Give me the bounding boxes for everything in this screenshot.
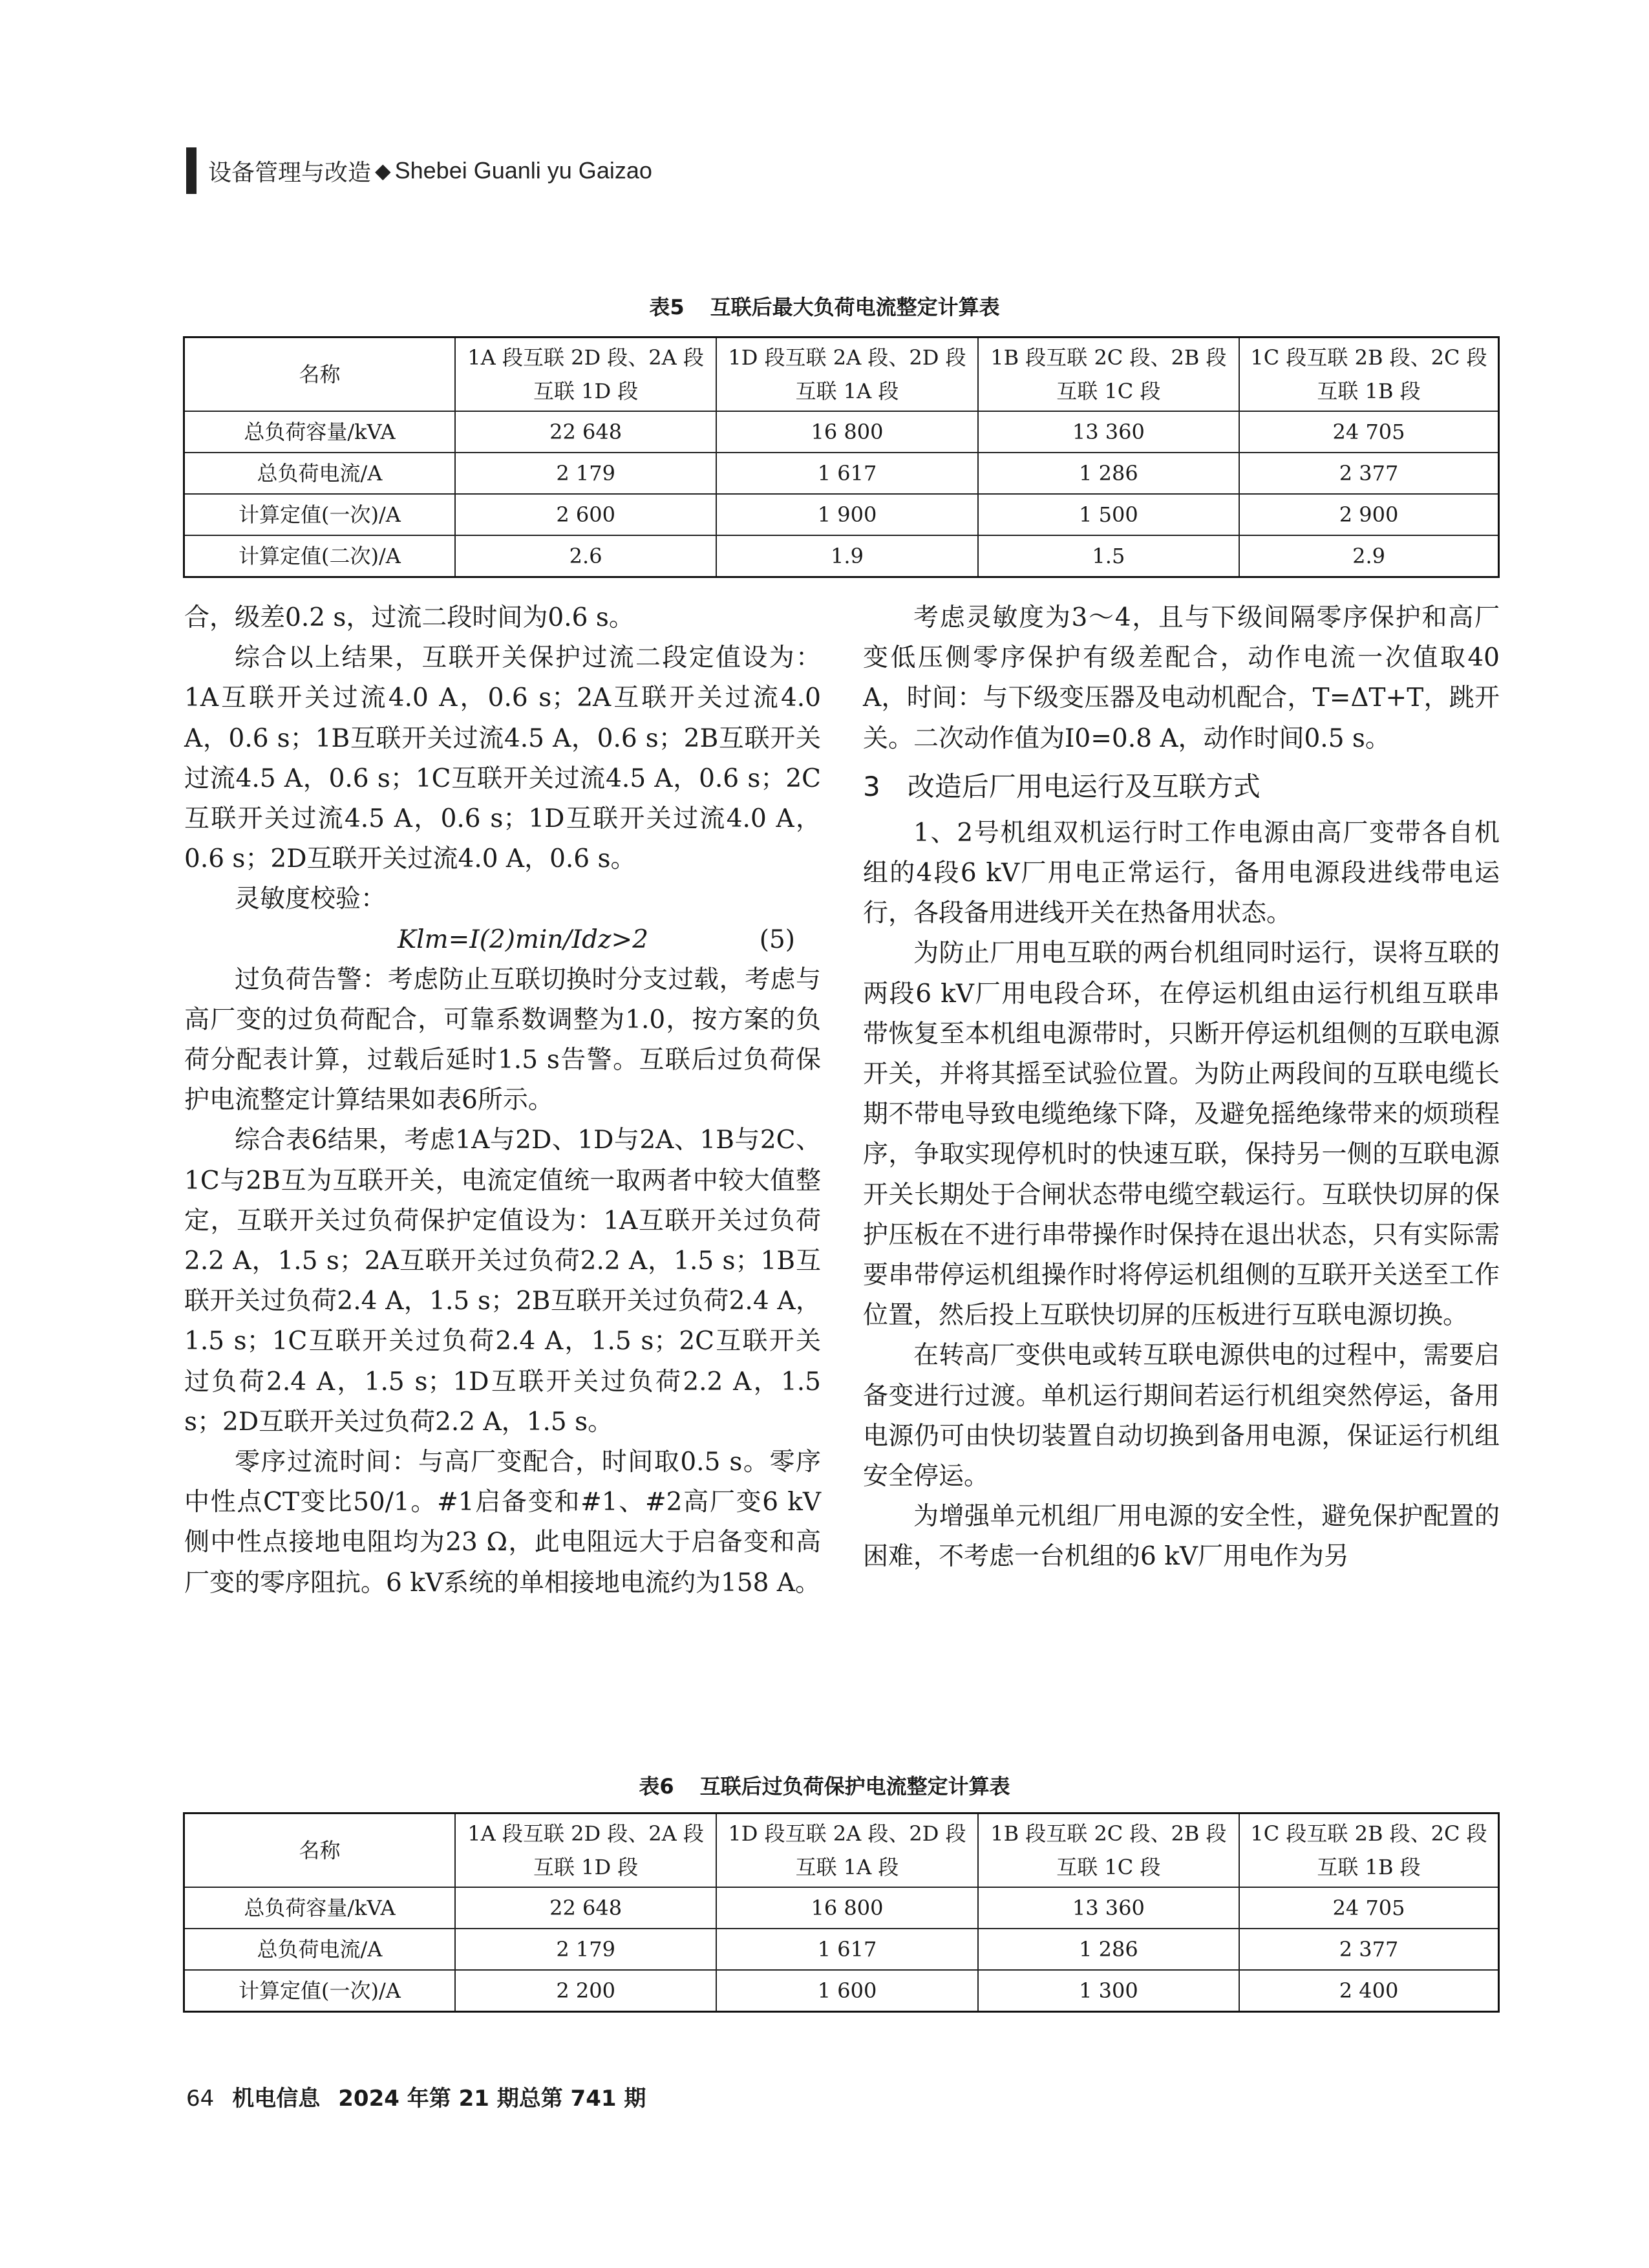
table-cell: 2.9 [1239, 535, 1498, 577]
header-title-cn: 设备管理与改造 [208, 159, 372, 186]
right-column [863, 598, 1500, 1578]
table-cell: 1 500 [978, 494, 1239, 535]
table-header-cell: 1C 段互联 2B 段、2C 段互联 1B 段 [1239, 1813, 1498, 1888]
table5 [183, 336, 1500, 578]
table-header-row [184, 337, 1499, 412]
page-number: 64 [186, 2086, 215, 2112]
table-row [184, 494, 1499, 535]
table-cell: 2.6 [455, 535, 716, 577]
table-cell: 1 286 [978, 453, 1239, 494]
left-column [184, 598, 821, 1603]
table6-title: 互联后过负荷保护电流整定计算表 [699, 1774, 1010, 1799]
table-row [184, 535, 1499, 577]
table-cell: 2 377 [1239, 453, 1498, 494]
table-cell: 16 800 [716, 1887, 977, 1929]
paragraph: 为增强单元机组厂用电源的安全性，避免保护配置的困难，不考虑一台机组的6 kV厂用电作为另 [863, 1502, 1500, 1572]
table-cell: 总负荷容量/kVA [184, 1887, 455, 1929]
table-cell: 2 400 [1239, 1970, 1498, 2012]
table-cell: 1 617 [716, 1929, 977, 1970]
paragraph: 灵敏度校验： [235, 884, 387, 914]
paragraph: 综合表6结果，考虑1A与2D、1D与2A、1B与2C、1C与2B互为互联开关，电流定值统一取两者中较大值整定，互联开关过负荷保护定值设为：1A互联开关过负荷2.2 A，1.5 s；2A互联开关过负荷2.2 A，1.5 s；1B互联开关过负荷2.4 A，1.5 s；2B互联开关过负荷2.4 A，1.5 s；1C互联开关过负荷2.4 A，1.5 s；2C互联开关过负荷2.4 A，1.5 s；1D互联开关过负荷2.2 A，1.5 s；2D互联开关过负荷2.2 A，1.5 s。 [184, 1126, 821, 1437]
table-cell: 计算定值(一次)/A [184, 1970, 455, 2012]
table-row [184, 1970, 1499, 2012]
table-row [184, 411, 1499, 453]
table-cell: 24 705 [1239, 1887, 1498, 1929]
issue-info: 2024 年第 21 期总第 741 期 [338, 2086, 646, 2112]
table-cell: 1 617 [716, 453, 977, 494]
table-header-cell: 1A 段互联 2D 段、2A 段互联 1D 段 [455, 337, 716, 412]
table-cell: 2 600 [455, 494, 716, 535]
section-title: 改造后厂用电运行及互联方式 [907, 770, 1261, 802]
paragraph: 综合以上结果，互联开关保护过流二段定值设为：1A互联开关过流4.0 A，0.6 s；2A互联开关过流4.0 A，0.6 s；1B互联开关过流4.5 A，0.6 s；2B互联开关过流4.5 A，0.6 s；1C互联开关过流4.5 A，0.6 s；2C互联开关过流4.5 A，0.6 s；1D互联开关过流4.0 A，0.6 s；2D互联开关过流4.0 A，0.6 s。 [184, 643, 821, 874]
journal-name: 机电信息 [232, 2086, 321, 2112]
table-cell: 计算定值(一次)/A [184, 494, 455, 535]
header-bar [186, 147, 197, 194]
equation-number: (5) [759, 925, 795, 954]
table-header-cell: 1C 段互联 2B 段、2C 段互联 1B 段 [1239, 337, 1498, 412]
paragraph: 考虑灵敏度为3～4，且与下级间隔零序保护和高厂变低压侧零序保护有级差配合，动作电流一次值取40 A，时间：与下级变压器及电动机配合，T=ΔT+T，跳开关。二次动作值为I0=0.8 A，动作时间0.5 s。 [863, 603, 1500, 753]
table-row [184, 1929, 1499, 1970]
table-cell: 1 300 [978, 1970, 1239, 2012]
section-number: 3 [863, 770, 880, 802]
table-cell: 16 800 [716, 411, 977, 453]
table-cell: 1.9 [716, 535, 977, 577]
table6 [183, 1812, 1500, 2013]
running-header [186, 147, 652, 194]
table-cell: 22 648 [455, 411, 716, 453]
table6-caption [0, 1770, 1649, 1800]
section-heading [863, 767, 1500, 807]
table-row [184, 453, 1499, 494]
diamond-icon: ◆ [375, 158, 391, 183]
table-cell: 计算定值(二次)/A [184, 535, 455, 577]
table-cell: 1 600 [716, 1970, 977, 2012]
paragraph: 为防止厂用电互联的两台机组同时运行，误将互联的两段6 kV厂用电段合环，在停运机组由运行机组互联串带恢复至本机组电源带时，只断开停运机组侧的互联电源开关，并将其摇至试验位置。为防止两段间的互联电缆长期不带电导致电缆绝缘下降，及避免摇绝缘带来的烦琐程序，争取实现停机时的快速互联，保持另一侧的互联电源开关长期处于合闸状态带电缆空载运行。互联快切屏的保护压板在不进行串带操作时保持在退出状态，只有实际需要串带停运机组操作时将停运机组侧的互联开关送至工作位置，然后投上互联快切屏的压板进行互联电源切换。 [863, 939, 1500, 1331]
table-cell: 13 360 [978, 1887, 1239, 1929]
table-header-cell: 1D 段互联 2A 段、2D 段互联 1A 段 [716, 337, 977, 412]
table-cell: 13 360 [978, 411, 1239, 453]
table5-number: 表5 [649, 295, 685, 319]
table-cell: 总负荷电流/A [184, 1929, 455, 1970]
table-cell: 2 179 [455, 1929, 716, 1970]
paragraph: 1、2号机组双机运行时工作电源由高厂变带各自机组的4段6 kV厂用电正常运行，备用电源段进线带电运行，各段备用进线开关在热备用状态。 [863, 818, 1500, 928]
table-cell: 22 648 [455, 1887, 716, 1929]
paragraph: 零序过流时间：与高厂变配合，时间取0.5 s。零序中性点CT变比50/1。#1启备变和#1、#2高厂变6 kV侧中性点接地电阻均为23 Ω，此电阻远大于启备变和高厂变的零序阻抗。6 kV系统的单相接地电流约为158 A。 [184, 1448, 821, 1598]
paragraph: 合，级差0.2 s，过流二段时间为0.6 s。 [184, 603, 634, 632]
table6-number: 表6 [639, 1774, 674, 1799]
table-cell: 总负荷容量/kVA [184, 411, 455, 453]
table-header-cell: 1D 段互联 2A 段、2D 段互联 1A 段 [716, 1813, 977, 1888]
table-header-cell: 1B 段互联 2C 段、2B 段互联 1C 段 [978, 1813, 1239, 1888]
table-header-cell: 1B 段互联 2C 段、2B 段互联 1C 段 [978, 337, 1239, 412]
table-header-cell: 名称 [184, 1813, 455, 1888]
table-cell: 2 900 [1239, 494, 1498, 535]
equation-expression: Klm=I(2)min/Idz>2 [398, 925, 649, 954]
table-header-row [184, 1813, 1499, 1888]
table-cell: 2 179 [455, 453, 716, 494]
equation [184, 920, 821, 960]
table5-title: 互联后最大负荷电流整定计算表 [710, 295, 1000, 319]
table-cell: 1 900 [716, 494, 977, 535]
paragraph: 过负荷告警：考虑防止互联切换时分支过载，考虑与高厂变的过负荷配合，可靠系数调整为1.0，按方案的负荷分配表计算，过载后延时1.5 s告警。互联后过负荷保护电流整定计算结果如表6所示。 [184, 965, 821, 1115]
table-row [184, 1887, 1499, 1929]
table-header-cell: 1A 段互联 2D 段、2A 段互联 1D 段 [455, 1813, 716, 1888]
table-cell: 2 377 [1239, 1929, 1498, 1970]
page-footer [186, 2081, 646, 2112]
table-header-cell: 名称 [184, 337, 455, 412]
table-cell: 1 286 [978, 1929, 1239, 1970]
paragraph: 在转高厂变供电或转互联电源供电的过程中，需要启备变进行过渡。单机运行期间若运行机组突然停运，备用电源仍可由快切装置自动切换到备用电源，保证运行机组安全停运。 [863, 1341, 1500, 1492]
table-cell: 总负荷电流/A [184, 453, 455, 494]
table-cell: 2 200 [455, 1970, 716, 2012]
table5-caption [0, 291, 1649, 321]
table-cell: 1.5 [978, 535, 1239, 577]
table-cell: 24 705 [1239, 411, 1498, 453]
header-title-en: Shebei Guanli yu Gaizao [394, 157, 652, 184]
